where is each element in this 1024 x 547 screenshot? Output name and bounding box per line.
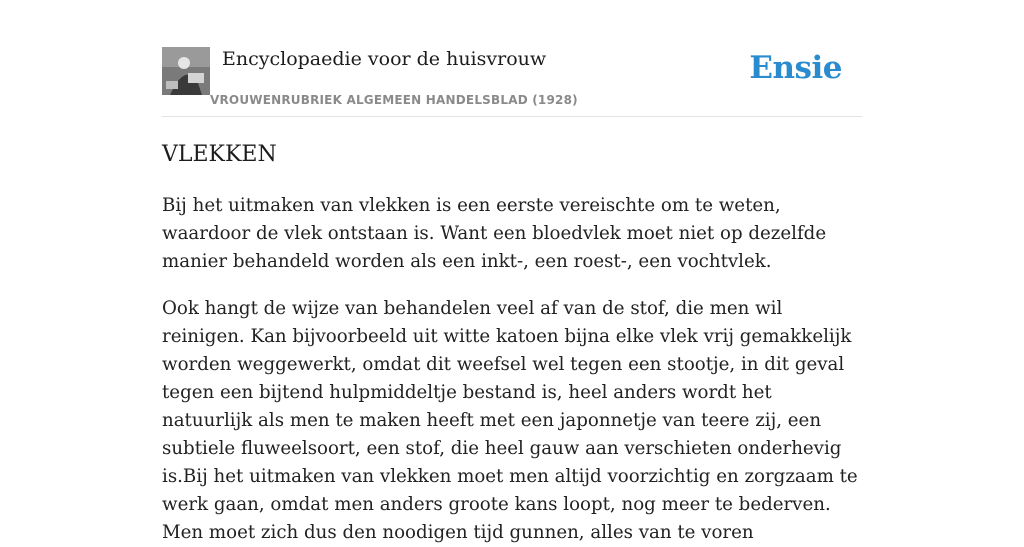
site-subtitle: VROUWENRUBRIEK ALGEMEEN HANDELSBLAD (1928) [210,93,578,107]
ensie-logo[interactable]: Ensie [749,50,842,86]
avatar-photo-icon [162,47,210,95]
header [162,46,862,117]
article-paragraph: Ook hangt de wijze van behandelen veel af van de stof, die men wil reinigen. Kan bijvoorbeeld uit witte katoen bijna elke vlek vrij gemakkelijk worden weggewerkt, omdat dit weefsel wel tegen een stootje, in dit geval tegen een bijtend hulpmiddeltje bestand is, heel anders wordt het natuurlijk als men te maken heeft met een japonnetje van teere zij, een subtiele fluweelsoort, een stof, die heel gauw aan verschieten onderhevig is.Bij het uitmaken van vlekken moet men altijd voorzichtig en zorgzaam te werk gaan, omdat men anders groote kans loopt, nog meer te bederven. Men moet zich dus den noodigen tijd gunnen, alles van te voren [162,298,858,543]
article [162,140,862,547]
author-avatar[interactable] [162,47,210,95]
article-paragraph: Bij het uitmaken van vlekken is een eerste vereischte om te weten, waardoor de vlek ontstaan is. Want een bloedvlek moet niet op dezelfde manier behandeld worden als een inkt-, een roest-, een vochtvlek. [162,195,827,272]
article-title: VLEKKEN [162,142,277,167]
site-title[interactable]: Encyclopaedie voor de huisvrouw [222,48,547,70]
